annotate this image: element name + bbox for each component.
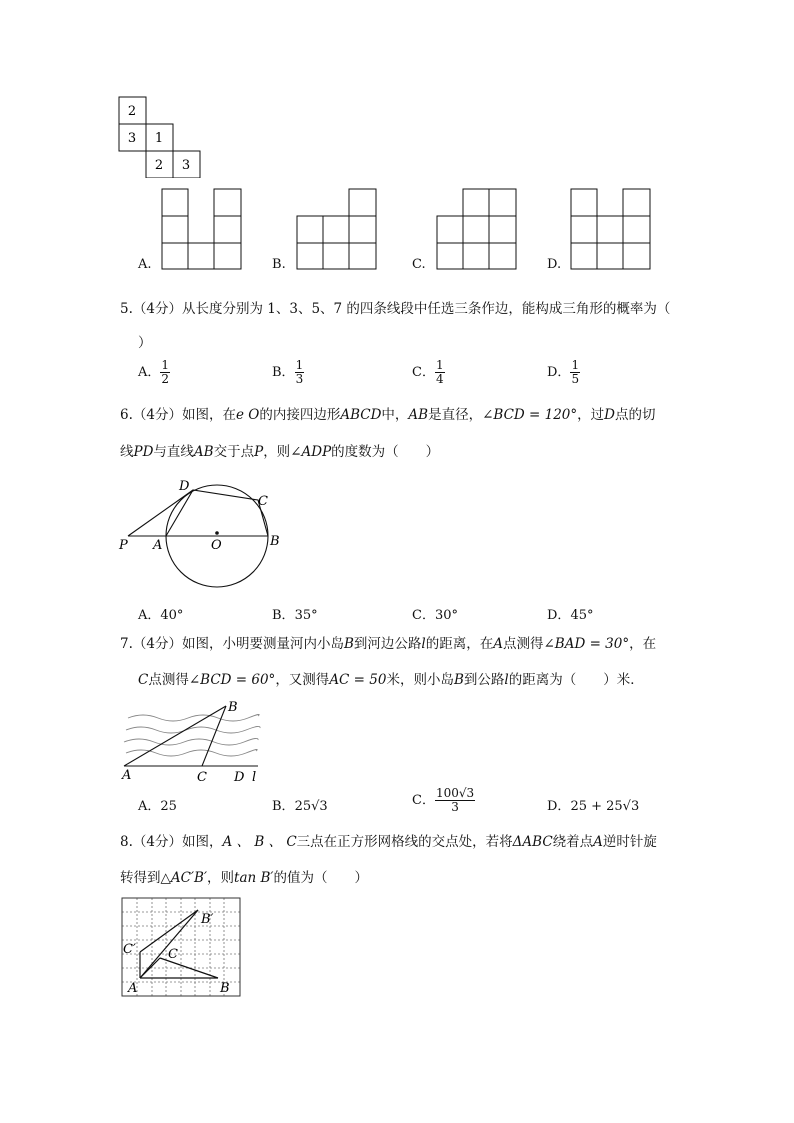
q4-net-figure — [118, 96, 204, 178]
q4-option-c-label: C. — [412, 257, 426, 272]
q5-option-b[interactable]: B． $\frac{1}{3}$ — [272, 358, 304, 386]
q7-stem-line2: C点测得∠BCD = 60°，又测得AC = 50米，则小岛B到公路l的距离为（ ）米． — [138, 672, 644, 688]
quadrilateral-abcd — [166, 490, 268, 536]
q6-circle-figure — [115, 474, 290, 589]
segment-cpbp — [140, 910, 198, 952]
q7-option-b[interactable]: B．25√3 — [272, 799, 328, 814]
q6-option-a[interactable]: A．40° — [138, 608, 184, 623]
q7-option-a[interactable]: A．25 — [138, 799, 177, 814]
center-dot — [215, 531, 219, 535]
q4-option-c-figure — [435, 187, 519, 271]
label-b-prime: B′ — [201, 912, 214, 927]
label-b: B — [228, 700, 238, 715]
q8-stem-line2: 转得到△AC′B′，则tan B′的值为（ ） — [120, 870, 368, 886]
q4-option-a-label: A. — [138, 257, 152, 272]
label-o: O — [211, 538, 222, 553]
q5-stem-line2: ） — [138, 335, 152, 351]
q4-option-d-figure — [569, 187, 653, 271]
q8-stem-line1: 8.（4分）如图，A 、 B 、 C三点在正方形网格线的交点处，若将ΔABC绕着点A逆时针旋 — [120, 834, 657, 850]
label-c: C — [168, 947, 178, 962]
q5-option-d[interactable]: D． $\frac{1}{5}$ — [547, 358, 580, 386]
net-number: 2 — [154, 158, 164, 173]
net-number: 1 — [154, 131, 164, 146]
label-d: D — [179, 479, 190, 494]
q6-option-d[interactable]: D．45° — [547, 608, 594, 623]
label-c: C — [197, 770, 207, 785]
q4-option-d-label: D. — [547, 257, 562, 272]
q6-option-b[interactable]: B．35° — [272, 608, 318, 623]
label-a: A — [153, 538, 163, 553]
q6-option-c[interactable]: C．30° — [412, 608, 458, 623]
q7-option-c[interactable]: C． $\frac{100√3}{3}$ — [412, 786, 475, 814]
label-d: D — [234, 770, 245, 785]
tangent-pd — [128, 490, 193, 536]
q5-option-a[interactable]: A． $\frac{1}{2}$ — [138, 358, 170, 386]
label-a: A — [122, 768, 132, 783]
label-p: P — [119, 538, 128, 553]
label-b: B — [270, 534, 280, 549]
q8-grid-figure — [118, 896, 244, 1002]
q4-option-b-figure — [295, 187, 379, 271]
q6-stem-line1: 6.（4分）如图，在e O的内接四边形ABCD中，AB是直径，∠BCD = 120°，过D点的切 — [120, 407, 656, 423]
q6-stem-line2: 线PD与直线AB交于点P，则∠ADP的度数为（ ） — [120, 444, 440, 460]
river-waves — [124, 714, 260, 756]
label-b: B — [220, 981, 230, 996]
q7-stem-line1: 7.（4分）如图，小明要测量河内小岛B到河边公路l的距离，在A点测得∠BAD = 30°，在 — [120, 636, 657, 652]
net-number: 2 — [127, 104, 137, 119]
net-number: 3 — [181, 158, 191, 173]
label-c: C — [258, 494, 268, 509]
q5-option-c[interactable]: C． $\frac{1}{4}$ — [412, 358, 444, 386]
q7-river-figure — [118, 696, 268, 786]
q4-option-a-figure — [160, 187, 244, 271]
label-c-prime: C′ — [123, 942, 136, 957]
q4-option-b-label: B. — [272, 257, 286, 272]
label-a: A — [128, 981, 138, 996]
q5-stem-line1: 5.（4分）从长度分别为 1、3、5、7 的四条线段中任选三条作边，能构成三角形的概率为（ — [120, 301, 671, 317]
q7-option-d[interactable]: D．25 + 25√3 — [547, 799, 640, 814]
net-number: 3 — [127, 131, 137, 146]
label-l: l — [252, 770, 257, 785]
